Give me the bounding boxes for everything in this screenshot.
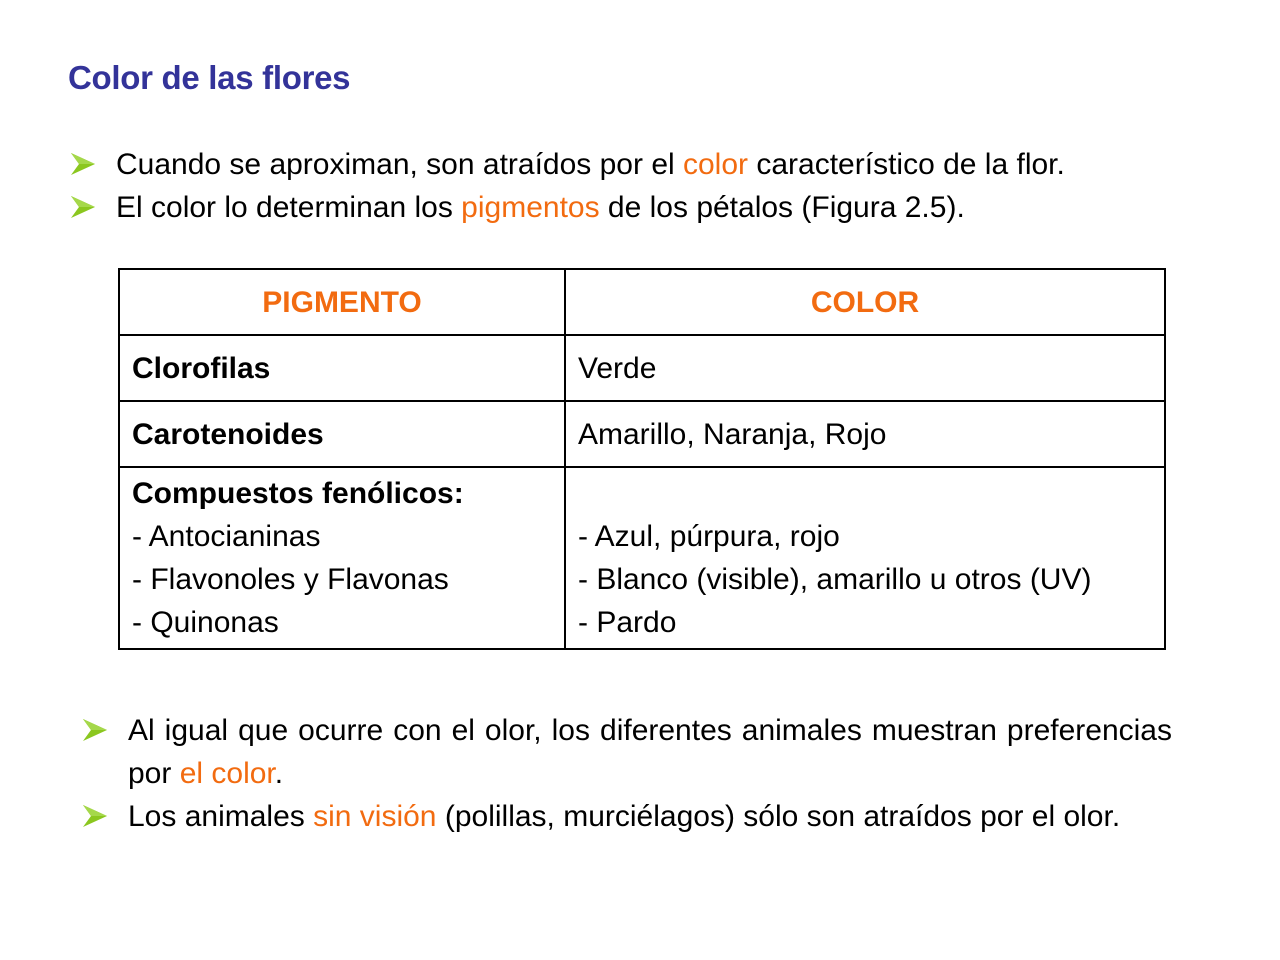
header-color: COLOR: [565, 269, 1165, 335]
table-row: [119, 335, 1165, 401]
phenolic-pigment: - Flavonoles y Flavonas: [132, 563, 449, 596]
slide-title: Color de las flores: [68, 59, 351, 96]
highlight-pigmentos: pigmentos: [461, 191, 600, 224]
phenolic-heading: Compuestos fenólicos:: [132, 477, 464, 510]
highlight-el-color: el color: [179, 757, 275, 790]
table-row: [119, 401, 1165, 467]
cell-pigment-phenolic: [119, 467, 565, 649]
phenolic-spacer: [578, 472, 1152, 515]
highlight-color: color: [683, 148, 749, 181]
arrow-bullet-icon: [70, 152, 96, 176]
cell-color: Amarillo, Naranja, Rojo: [565, 401, 1165, 467]
bullet-text-after: de los pétalos (Figura 2.5).: [599, 191, 965, 224]
phenolic-color: - Pardo: [578, 606, 677, 639]
bullet-item-preferences: [82, 709, 1172, 795]
table-header-row: [119, 269, 1165, 335]
highlight-sin-vision: sin visión: [313, 800, 437, 833]
bullet-text-after: (polillas, murciélagos) sólo son atraídos por el olor.: [436, 800, 1121, 833]
bullet-text-after: .: [274, 757, 284, 790]
cell-color: Verde: [565, 335, 1165, 401]
bullet-item-no-vision: [82, 795, 1172, 838]
bullet-text-before: Los animales: [128, 800, 314, 833]
phenolic-pigment: - Quinonas: [132, 606, 279, 639]
bottom-bullet-list: [82, 709, 1172, 838]
arrow-bullet-icon: [70, 195, 96, 219]
phenolic-color: - Azul, púrpura, rojo: [578, 520, 840, 553]
bullet-text-before: Cuando se aproximan, son atraídos por el: [116, 148, 683, 181]
bullet-item-pigments: [70, 186, 1190, 229]
pigment-color-table: [118, 268, 1166, 650]
cell-pigment: Carotenoides: [119, 401, 565, 467]
header-pigmento: PIGMENTO: [119, 269, 565, 335]
bullet-item-approach: [70, 143, 1190, 186]
phenolic-color: - Blanco (visible), amarillo u otros (UV): [578, 563, 1092, 596]
top-bullet-list: [70, 143, 1190, 229]
arrow-bullet-icon: [82, 804, 108, 828]
arrow-bullet-icon: [82, 718, 108, 742]
phenolic-pigment: - Antocianinas: [132, 520, 321, 553]
cell-color-phenolic: [565, 467, 1165, 649]
table-row-phenolic: [119, 467, 1165, 649]
bullet-text-before: El color lo determinan los: [116, 191, 462, 224]
bullet-text-before: Al igual que ocurre con el olor, los diferentes animales muestran preferencias por: [128, 714, 1172, 790]
bullet-text-after: característico de la flor.: [748, 148, 1065, 181]
cell-pigment: Clorofilas: [119, 335, 565, 401]
